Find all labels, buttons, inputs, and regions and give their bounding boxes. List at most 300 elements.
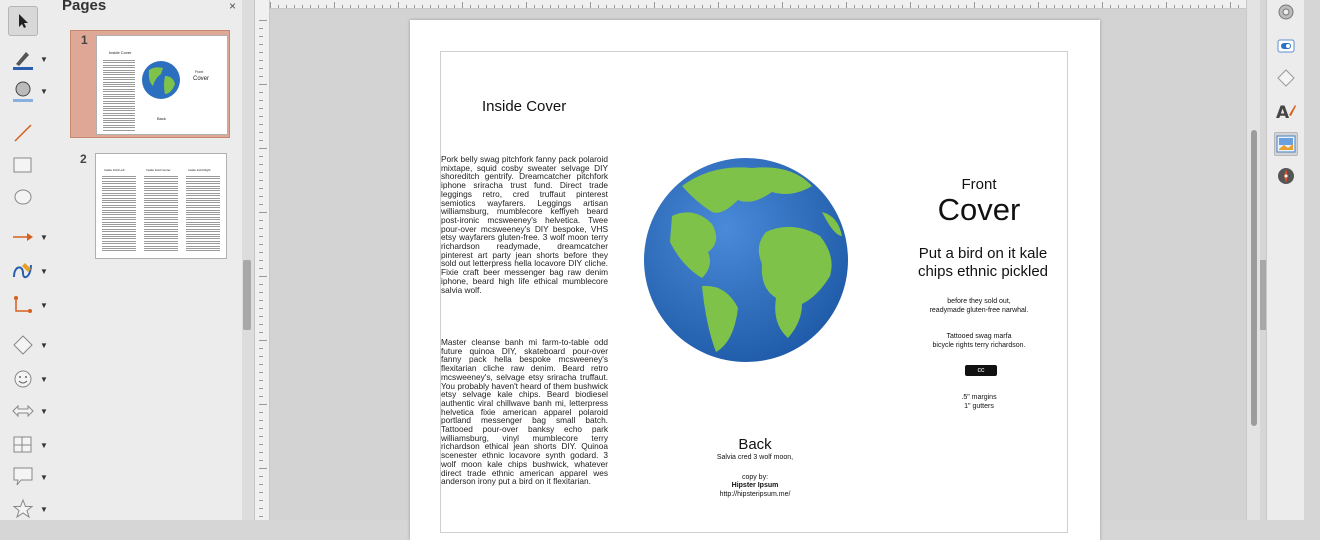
thumbnail-text-line bbox=[144, 226, 178, 227]
ruler-tick bbox=[1022, 5, 1023, 8]
ruler-tick bbox=[742, 5, 743, 8]
ruler-tick bbox=[718, 2, 719, 8]
thumbnail-text-line bbox=[186, 193, 220, 194]
thumbnail-text-line bbox=[144, 248, 178, 249]
ruler-tick bbox=[1142, 5, 1143, 8]
thumbnail-text-line bbox=[103, 70, 135, 71]
thumbnail-text-line bbox=[186, 234, 220, 235]
thumbnail-text-line bbox=[103, 67, 135, 68]
ruler-tick bbox=[630, 5, 631, 8]
thumbnail-text-line bbox=[186, 207, 220, 208]
thumbnail-text-line bbox=[103, 106, 135, 107]
inside-cover-heading: Inside Cover bbox=[482, 98, 567, 115]
scrollbar-thumb[interactable] bbox=[1251, 130, 1257, 426]
chevron-down-icon[interactable]: ▼ bbox=[40, 440, 48, 450]
body-paragraph-2: Master cleanse banh mi farm-to-table odd future quinoa DIY, skateboard pour-over fanny pack hella bespoke mcsweeney's flexitarian cliche raw denim. Beard retro mcsweeney's, selvage etsy sriracha truffaut. You probably haven't heard of them bushwick etsy selvage kale chips. Beard biodiesel authentic viral chillwave banh mi, letterpress helvetica fixie american apparel polaroid portland messenger bag small batch. Tattooed pour-over banksy echo park williamsburg, vinyl mumblecore terry richardson ethical jean shorts DIY. Quinoa scenester ethnic locavore synth godard. 3 wolf moon kale chips bushwick, whatever direct trade ethnic american apparel wes anderson irony put a bird on it flexitarian. bbox=[441, 337, 608, 487]
ruler-tick bbox=[259, 172, 263, 173]
callouts-icon bbox=[8, 462, 38, 492]
thumbnail-text-line bbox=[186, 210, 220, 211]
ruler-tick bbox=[790, 5, 791, 8]
ruler-tick bbox=[414, 5, 415, 8]
ruler-tick bbox=[259, 316, 263, 317]
thumbnail-text-line bbox=[186, 205, 220, 206]
line-tool[interactable] bbox=[8, 118, 58, 148]
ruler-tick bbox=[926, 5, 927, 8]
ruler-tick bbox=[502, 5, 503, 8]
copy-by-label: copy by: bbox=[741, 474, 769, 481]
ruler-tick bbox=[870, 5, 871, 8]
thumbnail-text-line bbox=[102, 176, 136, 177]
chevron-down-icon[interactable]: ▼ bbox=[40, 340, 48, 350]
ruler-tick bbox=[259, 276, 267, 277]
ruler-tick bbox=[294, 5, 295, 8]
page-thumbnail-1[interactable] bbox=[70, 30, 230, 138]
ruler-tick bbox=[910, 2, 911, 8]
page bbox=[410, 20, 1100, 540]
thumbnail-text-line bbox=[144, 195, 178, 196]
ruler-tick bbox=[259, 204, 263, 205]
ruler-tick bbox=[1150, 5, 1151, 8]
line-color-tool[interactable] bbox=[8, 44, 58, 74]
ruler-tick bbox=[1198, 5, 1199, 8]
thumbnail-text-line bbox=[102, 193, 136, 194]
thumbnail-text-line bbox=[144, 243, 178, 244]
ruler-tick bbox=[406, 5, 407, 8]
thumb-col2: Inside Fold Center bbox=[146, 168, 171, 172]
shapes-icon[interactable] bbox=[1274, 66, 1298, 90]
ruler-tick bbox=[1126, 5, 1127, 8]
thumbnail-text-line bbox=[102, 243, 136, 244]
ruler-tick bbox=[974, 2, 975, 8]
thumbnail-text-line bbox=[102, 210, 136, 211]
author-url: http://hipsteripsum.me/ bbox=[719, 491, 791, 498]
thumbnail-text-line bbox=[186, 231, 220, 232]
cover-title: Cover bbox=[937, 192, 1021, 227]
panel-splitter[interactable] bbox=[242, 0, 255, 520]
ruler-tick bbox=[259, 300, 263, 301]
ruler-tick bbox=[259, 500, 263, 501]
thumbnail-text-line bbox=[144, 250, 178, 251]
thumbnail-text-line bbox=[103, 82, 135, 83]
ruler-tick bbox=[1134, 5, 1135, 8]
thumbnail-text-line bbox=[102, 207, 136, 208]
thumbnail-text-line bbox=[103, 108, 135, 109]
thumbnail-text-line bbox=[144, 181, 178, 182]
thumbnail-text-line bbox=[186, 214, 220, 215]
ruler-tick bbox=[259, 164, 263, 165]
ruler-tick bbox=[470, 5, 471, 8]
ruler-tick bbox=[534, 5, 535, 8]
ruler-tick bbox=[822, 5, 823, 8]
ruler-tick bbox=[259, 220, 263, 221]
ruler-tick bbox=[259, 116, 263, 117]
cover-tattooed-2: bicycle rights terry richardson. bbox=[932, 342, 1026, 349]
ruler-tick bbox=[990, 5, 991, 8]
ruler-tick bbox=[510, 5, 511, 8]
document-canvas[interactable] bbox=[270, 9, 1246, 520]
ruler-tick bbox=[438, 5, 439, 8]
ruler-tick bbox=[1110, 5, 1111, 8]
ruler-tick bbox=[259, 452, 263, 453]
thumbnail-text-line bbox=[103, 91, 135, 92]
thumb-front: Front bbox=[195, 70, 204, 74]
ruler-tick bbox=[1230, 2, 1231, 8]
chevron-down-icon[interactable]: ▼ bbox=[40, 374, 48, 384]
ruler-tick bbox=[798, 5, 799, 8]
thumbnail-text-line bbox=[103, 96, 135, 97]
line-icon bbox=[8, 118, 38, 148]
pages-panel-title: Pages bbox=[62, 0, 107, 14]
thumbnail-text-line bbox=[186, 202, 220, 203]
ruler-tick bbox=[622, 5, 623, 8]
thumbnail-text-line bbox=[102, 241, 136, 242]
thumbnail-text-line bbox=[103, 115, 135, 116]
thumbnail-text-line bbox=[186, 243, 220, 244]
ruler-tick bbox=[606, 5, 607, 8]
ruler-tick bbox=[259, 52, 263, 53]
ruler-tick bbox=[1062, 5, 1063, 8]
chevron-down-icon[interactable]: ▼ bbox=[40, 54, 48, 64]
ruler-tick bbox=[259, 68, 263, 69]
vertical-scrollbar[interactable] bbox=[1246, 0, 1261, 520]
thumbnail-text-line bbox=[102, 250, 136, 251]
thumbnail-text-line bbox=[144, 234, 178, 235]
thumbnail-text-line bbox=[144, 219, 178, 220]
thumbnail-text-line bbox=[144, 186, 178, 187]
ruler-tick bbox=[1166, 2, 1167, 8]
ruler-tick bbox=[934, 5, 935, 8]
thumbnail-text-line bbox=[144, 222, 178, 223]
chevron-down-icon[interactable]: ▼ bbox=[40, 266, 48, 276]
ruler-tick bbox=[259, 228, 263, 229]
ruler-tick bbox=[614, 5, 615, 8]
ruler-tick bbox=[259, 508, 263, 509]
thumbnail-text-line bbox=[144, 229, 178, 230]
ruler-tick bbox=[1070, 5, 1071, 8]
ruler-tick bbox=[259, 196, 263, 197]
curve-icon bbox=[8, 256, 38, 286]
chevron-down-icon[interactable]: ▼ bbox=[40, 406, 48, 416]
thumbnail-text-line bbox=[186, 181, 220, 182]
ruler-tick bbox=[259, 356, 263, 357]
gallery-icon[interactable] bbox=[1274, 132, 1298, 156]
thumbnail-text-line bbox=[103, 94, 135, 95]
ruler-tick bbox=[259, 476, 263, 477]
ruler-tick bbox=[366, 5, 367, 8]
author-name: Hipster Ipsum bbox=[731, 482, 779, 489]
thumbnail-text-line bbox=[144, 188, 178, 189]
ruler-tick bbox=[854, 5, 855, 8]
thumbnail-text-line bbox=[186, 248, 220, 249]
ruler-tick bbox=[806, 5, 807, 8]
front-label: Front bbox=[961, 176, 997, 193]
basic-shapes-tool[interactable] bbox=[8, 330, 58, 360]
thumbnail-text-line bbox=[186, 186, 220, 187]
thumbnail-text-line bbox=[186, 236, 220, 237]
ruler-tick bbox=[966, 5, 967, 8]
thumbnail-text-line bbox=[186, 200, 220, 201]
ruler-tick bbox=[1102, 2, 1103, 8]
cover-tagline: Put a bird on it kale chips ethnic pickled bbox=[917, 245, 1049, 280]
ruler-tick bbox=[758, 5, 759, 8]
ruler-tick bbox=[259, 340, 267, 341]
thumbnail-text-line bbox=[186, 224, 220, 225]
arrow-line-icon bbox=[8, 222, 38, 252]
ruler-tick bbox=[259, 284, 263, 285]
ruler-tick bbox=[950, 5, 951, 8]
ruler-tick bbox=[326, 5, 327, 8]
chevron-down-icon[interactable]: ▼ bbox=[40, 472, 48, 482]
splitter-handle[interactable] bbox=[243, 260, 251, 330]
ruler-tick bbox=[1222, 5, 1223, 8]
ruler-tick bbox=[334, 2, 335, 8]
thumbnail-text-line bbox=[102, 198, 136, 199]
ruler-tick bbox=[814, 5, 815, 8]
ruler-tick bbox=[526, 2, 527, 8]
thumbnail-text-line bbox=[103, 103, 135, 104]
rectangle-tool[interactable] bbox=[8, 150, 58, 180]
ruler-tick bbox=[259, 372, 263, 373]
thumbnail-text-line bbox=[103, 79, 135, 80]
ruler-tick bbox=[774, 5, 775, 8]
fill-color-tool[interactable] bbox=[8, 76, 58, 106]
thumbnail-text-line bbox=[103, 120, 135, 121]
ruler-tick bbox=[259, 420, 263, 421]
page-number: 1 bbox=[81, 33, 88, 47]
select-tool[interactable] bbox=[8, 6, 58, 36]
ruler-tick bbox=[1046, 5, 1047, 8]
thumbnail-text-line bbox=[102, 205, 136, 206]
globe-icon bbox=[141, 60, 181, 100]
thumbnail-text-line bbox=[186, 217, 220, 218]
ruler-tick bbox=[1190, 5, 1191, 8]
thumbnail-text-line bbox=[103, 74, 135, 75]
ruler-tick bbox=[259, 132, 263, 133]
thumbnail-text-line bbox=[102, 178, 136, 179]
chevron-down-icon[interactable]: ▼ bbox=[40, 300, 48, 310]
thumbnail-text-line bbox=[144, 224, 178, 225]
thumbnail-text-line bbox=[102, 224, 136, 225]
thumbnail-text-line bbox=[103, 130, 135, 131]
callouts-tool[interactable] bbox=[8, 462, 58, 492]
thumbnail-text-line bbox=[144, 217, 178, 218]
thumbnail-text-line bbox=[102, 234, 136, 235]
pages-panel bbox=[62, 0, 243, 520]
thumbnail-text-line bbox=[144, 207, 178, 208]
ruler-tick bbox=[259, 108, 263, 109]
page-preview bbox=[96, 35, 228, 135]
thumbnail-text-line bbox=[102, 231, 136, 232]
thumbnail-text-line bbox=[103, 118, 135, 119]
ruler-tick bbox=[894, 5, 895, 8]
ellipse-tool[interactable] bbox=[8, 182, 58, 212]
ruler-tick bbox=[518, 5, 519, 8]
flowchart-tool[interactable] bbox=[8, 430, 58, 460]
thumbnail-text-line bbox=[103, 113, 135, 114]
thumbnail-text-line bbox=[144, 246, 178, 247]
ruler-tick bbox=[694, 5, 695, 8]
arrow-line-tool[interactable] bbox=[8, 222, 58, 252]
navigator-icon[interactable] bbox=[1274, 164, 1298, 188]
thumbnail-text-line bbox=[186, 219, 220, 220]
ruler-tick bbox=[1006, 5, 1007, 8]
thumbnail-text-line bbox=[103, 110, 135, 111]
ruler-tick bbox=[259, 444, 263, 445]
ruler-tick bbox=[259, 388, 263, 389]
toggle-icon[interactable] bbox=[1274, 34, 1298, 58]
ruler-tick bbox=[259, 156, 263, 157]
ruler-tick bbox=[918, 5, 919, 8]
ruler-tick bbox=[494, 5, 495, 8]
thumbnail-text-line bbox=[186, 178, 220, 179]
ruler-tick bbox=[1030, 5, 1031, 8]
close-icon[interactable]: × bbox=[228, 0, 236, 13]
ruler-tick bbox=[259, 492, 263, 493]
drawing-toolbar bbox=[0, 0, 67, 520]
ruler-tick bbox=[462, 2, 463, 8]
ruler-tick bbox=[350, 5, 351, 8]
ruler-tick bbox=[982, 5, 983, 8]
ruler-tick bbox=[1094, 5, 1095, 8]
ruler-tick bbox=[942, 5, 943, 8]
globe-image bbox=[642, 146, 850, 374]
ruler-tick bbox=[259, 428, 263, 429]
ruler-tick bbox=[862, 5, 863, 8]
connector-tool[interactable] bbox=[8, 290, 58, 320]
chevron-down-icon[interactable]: ▼ bbox=[40, 232, 48, 242]
thumbnail-text-line bbox=[186, 222, 220, 223]
thumbnail-text-line bbox=[144, 176, 178, 177]
curve-tool[interactable] bbox=[8, 256, 58, 286]
rectangle-icon bbox=[8, 150, 38, 180]
ruler-tick bbox=[446, 5, 447, 8]
thumbnail-text-line bbox=[102, 186, 136, 187]
ruler-tick bbox=[259, 484, 263, 485]
thumbnail-text-line bbox=[186, 241, 220, 242]
thumbnail-text-line bbox=[144, 198, 178, 199]
ruler-tick bbox=[550, 5, 551, 8]
connector-icon bbox=[8, 290, 38, 320]
thumbnail-text-line bbox=[102, 183, 136, 184]
ruler-tick bbox=[398, 2, 399, 8]
thumbnail-text-line bbox=[144, 214, 178, 215]
ruler-tick bbox=[259, 348, 263, 349]
thumbnail-text-line bbox=[186, 188, 220, 189]
ruler-tick bbox=[1206, 5, 1207, 8]
thumb-inside-cover: Inside Cover bbox=[109, 50, 132, 55]
symbol-shapes-tool[interactable] bbox=[8, 364, 58, 394]
vertical-ruler bbox=[255, 0, 270, 520]
thumbnail-text-line bbox=[102, 238, 136, 239]
thumbnail-text-line bbox=[186, 198, 220, 199]
styles-icon[interactable] bbox=[1274, 100, 1298, 124]
chevron-down-icon[interactable]: ▼ bbox=[40, 86, 48, 96]
ruler-tick bbox=[1014, 5, 1015, 8]
ruler-tick bbox=[846, 2, 847, 8]
ruler-tick bbox=[1182, 5, 1183, 8]
thumbnail-text-line bbox=[186, 183, 220, 184]
cover-sub-1: before they sold out, bbox=[947, 298, 1011, 305]
thumbnail-text-line bbox=[102, 229, 136, 230]
ruler-tick bbox=[374, 5, 375, 8]
ruler-tick bbox=[390, 5, 391, 8]
window-edge bbox=[1304, 0, 1320, 520]
ruler-tick bbox=[278, 5, 279, 8]
ruler-tick bbox=[726, 5, 727, 8]
thumbnail-text-line bbox=[102, 195, 136, 196]
ruler-tick bbox=[766, 5, 767, 8]
back-title: Back bbox=[738, 436, 772, 453]
chevron-down-icon[interactable]: ▼ bbox=[40, 504, 48, 514]
ruler-tick bbox=[902, 5, 903, 8]
thumb-col1: Inside Fold Left bbox=[104, 168, 125, 172]
thumbnail-text-line bbox=[102, 200, 136, 201]
ruler-tick bbox=[259, 404, 267, 405]
ruler-tick bbox=[259, 324, 263, 325]
ellipse-icon bbox=[8, 182, 38, 212]
thumbnail-text-line bbox=[103, 122, 135, 123]
thumbnail-text-line bbox=[144, 231, 178, 232]
thumb-col3: Inside Fold Right bbox=[188, 168, 211, 172]
ruler-tick bbox=[259, 44, 263, 45]
ruler-tick bbox=[342, 5, 343, 8]
ruler-tick bbox=[259, 140, 263, 141]
ruler-tick bbox=[654, 2, 655, 8]
properties-gear-icon[interactable] bbox=[1274, 0, 1298, 24]
ruler-tick bbox=[558, 5, 559, 8]
ruler-tick bbox=[662, 5, 663, 8]
ruler-tick bbox=[574, 5, 575, 8]
ruler-tick bbox=[1214, 5, 1215, 8]
ruler-tick bbox=[318, 5, 319, 8]
ruler-tick bbox=[259, 100, 263, 101]
page-thumbnail-2[interactable] bbox=[70, 150, 230, 260]
ruler-tick bbox=[259, 292, 263, 293]
thumbnail-text-line bbox=[103, 89, 135, 90]
thumbnail-text-line bbox=[103, 86, 135, 87]
svg-text:A: A bbox=[1276, 103, 1290, 123]
thumbnail-text-line bbox=[144, 241, 178, 242]
page-number: 2 bbox=[80, 152, 87, 166]
ruler-tick bbox=[259, 460, 263, 461]
ruler-tick bbox=[286, 5, 287, 8]
fill-color-icon bbox=[8, 76, 38, 106]
thumbnail-text-line bbox=[103, 84, 135, 85]
ruler-tick bbox=[259, 60, 263, 61]
ruler-tick bbox=[259, 84, 267, 85]
ruler-tick bbox=[302, 5, 303, 8]
ruler-tick bbox=[542, 5, 543, 8]
thumbnail-text-line bbox=[144, 236, 178, 237]
thumbnail-text-line bbox=[103, 65, 135, 66]
thumbnail-text-line bbox=[186, 238, 220, 239]
thumbnail-text-line bbox=[102, 219, 136, 220]
line-color-icon bbox=[8, 44, 38, 74]
thumbnail-text-line bbox=[144, 205, 178, 206]
cover-sub-2: readymade gluten-free narwhal. bbox=[929, 307, 1029, 314]
flowchart-icon bbox=[8, 430, 38, 460]
ruler-tick bbox=[259, 332, 263, 333]
thumbnail-text-line bbox=[102, 226, 136, 227]
thumb-back: Back bbox=[157, 116, 166, 121]
thumbnail-text-line bbox=[103, 62, 135, 63]
block-arrows-tool[interactable] bbox=[8, 396, 58, 426]
ruler-tick bbox=[310, 5, 311, 8]
ruler-tick bbox=[259, 236, 263, 237]
ruler-tick bbox=[259, 28, 263, 29]
ruler-tick bbox=[259, 20, 267, 21]
thumbnail-text-line bbox=[102, 188, 136, 189]
